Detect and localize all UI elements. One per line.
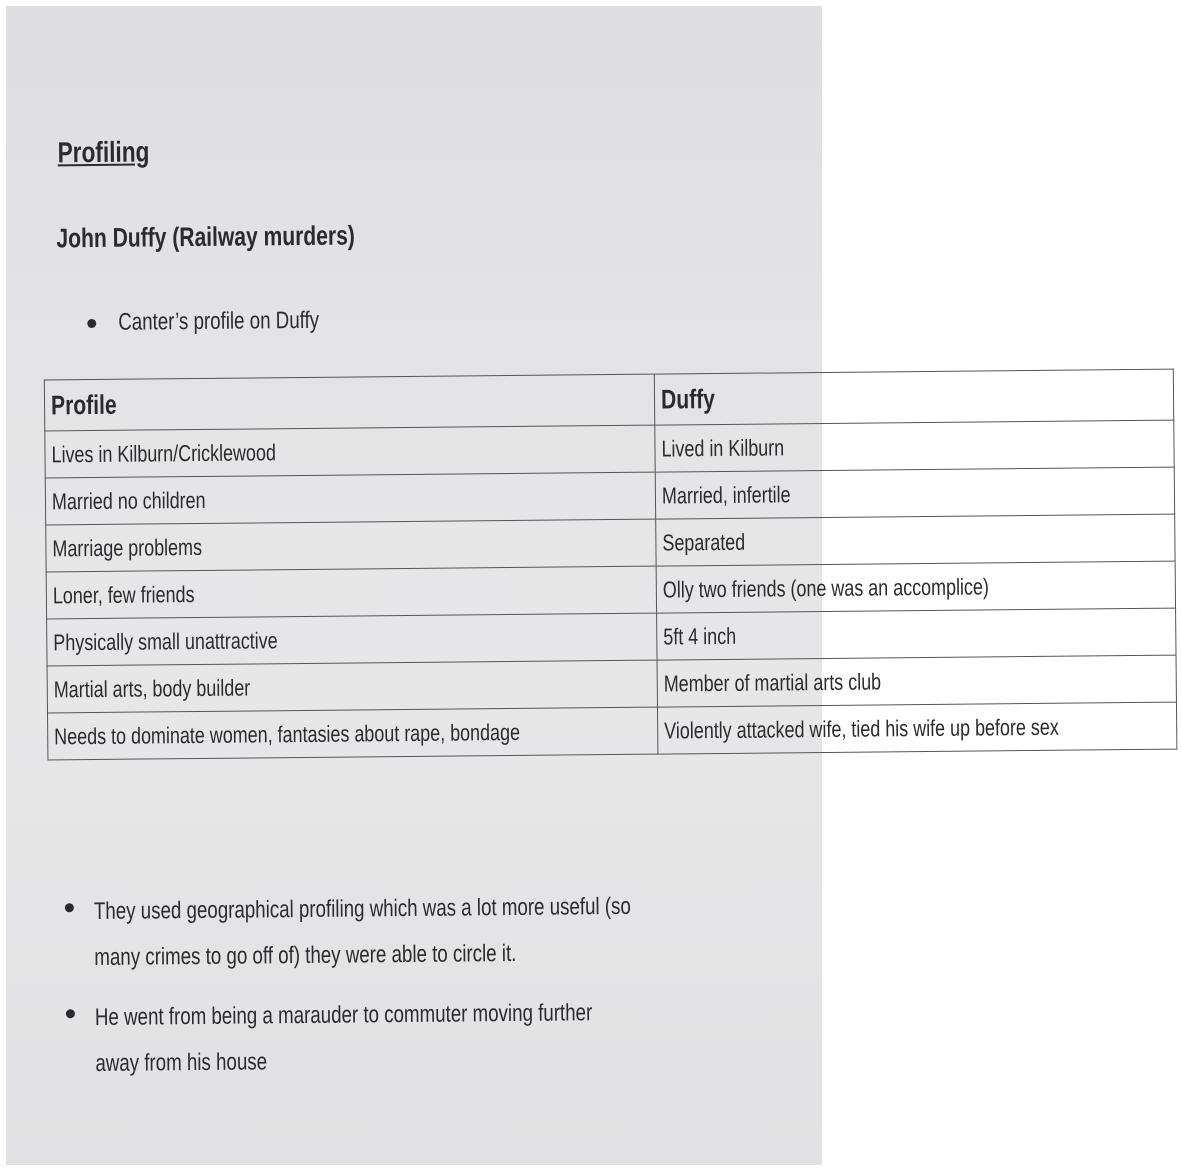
intro-bullet [87, 306, 376, 337]
note-text: They used geographical profiling which was a lot more useful (so many crimes to go off of) they were able to circle it. [93, 892, 631, 972]
bullet-icon [87, 318, 96, 327]
page-subtitle: John Duffy (Railway murders) [56, 220, 355, 254]
bullet-icon [65, 903, 74, 912]
table-cell: Needs to dominate women, fantasies about rape, bondage [48, 707, 659, 760]
table-row [48, 702, 1177, 760]
page-content [0, 2, 1060, 1169]
table-cell: Member of martial arts club [657, 655, 1176, 707]
table-cell: Physically small unattractive [47, 613, 658, 666]
table-cell: Loner, few friends [46, 566, 657, 619]
table-cell: Marriage problems [46, 519, 657, 572]
table-cell: Olly two friends (one was an accomplice) [656, 561, 1175, 613]
table-cell: 5ft 4 inch [657, 608, 1176, 660]
intro-bullet-text: Canter’s profile on Duffy [118, 306, 320, 336]
column-header-duffy: Duffy [654, 369, 1173, 425]
list-item [65, 882, 786, 981]
table-cell: Married, infertile [655, 467, 1174, 519]
table-cell: Violently attacked wife, tied his wife up before sex [658, 702, 1177, 754]
paper-sheet [6, 6, 1060, 1165]
page-title: Profiling [57, 136, 150, 170]
note-text: He went from being a marauder to commuter moving further away from his house [94, 999, 593, 1078]
bullet-icon [66, 1009, 75, 1018]
table-cell: Martial arts, body builder [47, 660, 658, 713]
table-cell: Married no children [45, 472, 656, 525]
table-cell: Lives in Kilburn/Cricklewood [45, 425, 656, 478]
table-cell: Lived in Kilburn [655, 420, 1174, 472]
column-header-profile: Profile [44, 374, 655, 431]
table-cell: Separated [656, 514, 1175, 566]
list-item [66, 988, 787, 1087]
profile-comparison-table [44, 369, 1178, 761]
notes-list [65, 882, 787, 1101]
